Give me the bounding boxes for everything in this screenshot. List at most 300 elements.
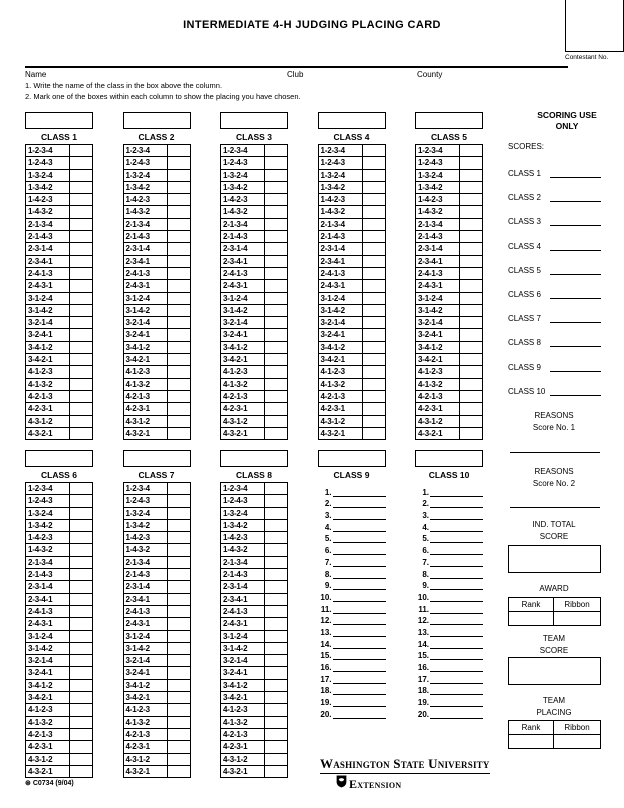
placing-checkbox[interactable] <box>265 704 287 715</box>
placing-write-line[interactable] <box>430 522 483 532</box>
placing-checkbox[interactable] <box>70 754 92 765</box>
placing-checkbox[interactable] <box>265 403 287 414</box>
class-name-box[interactable] <box>220 112 288 129</box>
team-placing-ribbon-cell[interactable] <box>554 735 600 748</box>
placing-checkbox[interactable] <box>168 145 190 156</box>
placing-checkbox[interactable] <box>265 170 287 181</box>
placing-checkbox[interactable] <box>265 243 287 254</box>
placing-write-line[interactable] <box>333 604 386 614</box>
placing-label: 4-1-3-2 <box>319 379 363 390</box>
placing-row <box>221 680 287 692</box>
placing-checkbox[interactable] <box>70 182 92 193</box>
placing-checkbox[interactable] <box>460 354 482 365</box>
placing-checkbox[interactable] <box>70 643 92 654</box>
placing-checkbox[interactable] <box>363 170 385 181</box>
placing-checkbox[interactable] <box>363 354 385 365</box>
placing-checkbox[interactable] <box>70 618 92 629</box>
placing-checkbox[interactable] <box>460 256 482 267</box>
placing-checkbox[interactable] <box>460 219 482 230</box>
placing-checkbox[interactable] <box>265 754 287 765</box>
placing-label: 1-4-2-3 <box>416 194 460 205</box>
placing-checkbox[interactable] <box>168 483 190 494</box>
placing-checkbox[interactable] <box>70 145 92 156</box>
placing-checkbox[interactable] <box>70 594 92 605</box>
placing-checkbox[interactable] <box>70 508 92 519</box>
placing-write-line[interactable] <box>430 709 483 719</box>
class-name-box[interactable] <box>123 450 191 467</box>
class-score-line[interactable] <box>550 387 601 396</box>
placing-line-row <box>318 508 386 520</box>
placing-checkbox[interactable] <box>168 766 190 777</box>
placing-checkbox[interactable] <box>168 366 190 377</box>
class-name-box[interactable] <box>25 112 93 129</box>
placing-write-line[interactable] <box>430 510 483 520</box>
placing-write-line[interactable] <box>333 592 386 602</box>
class-score-line[interactable] <box>550 217 601 226</box>
placing-write-line[interactable] <box>430 498 483 508</box>
placing-checkbox[interactable] <box>363 403 385 414</box>
placing-checkbox[interactable] <box>168 754 190 765</box>
placing-checkbox[interactable] <box>168 342 190 353</box>
placing-write-line[interactable] <box>430 569 483 579</box>
placing-checkbox[interactable] <box>265 618 287 629</box>
placing-checkbox[interactable] <box>70 206 92 217</box>
placing-checkbox[interactable] <box>460 305 482 316</box>
placing-checkbox[interactable] <box>70 379 92 390</box>
placing-checkbox[interactable] <box>265 508 287 519</box>
placing-checkbox[interactable] <box>363 206 385 217</box>
placing-checkbox[interactable] <box>363 219 385 230</box>
placing-checkbox[interactable] <box>363 293 385 304</box>
placing-row <box>26 194 92 206</box>
placing-checkbox[interactable] <box>265 495 287 506</box>
placing-checkbox[interactable] <box>460 206 482 217</box>
placing-checkbox[interactable] <box>460 391 482 402</box>
placing-label: 1-2-3-4 <box>124 145 168 156</box>
class-score-line[interactable] <box>550 266 601 275</box>
placing-checkbox[interactable] <box>168 305 190 316</box>
placing-write-line[interactable] <box>333 650 386 660</box>
placing-checkbox[interactable] <box>363 342 385 353</box>
placing-checkbox[interactable] <box>70 280 92 291</box>
placing-checkbox[interactable] <box>70 631 92 642</box>
placing-checkbox[interactable] <box>265 416 287 427</box>
placing-write-line[interactable] <box>430 604 483 614</box>
placing-checkbox[interactable] <box>265 557 287 568</box>
class-score-line[interactable] <box>550 338 601 347</box>
placing-checkbox[interactable] <box>70 268 92 279</box>
placing-checkbox[interactable] <box>168 631 190 642</box>
placing-checkbox[interactable] <box>168 329 190 340</box>
placing-checkbox[interactable] <box>265 643 287 654</box>
placing-label: 1-4-2-3 <box>26 194 70 205</box>
placing-checkbox[interactable] <box>363 329 385 340</box>
placing-write-line[interactable] <box>333 498 386 508</box>
placing-checkbox[interactable] <box>265 717 287 728</box>
placing-checkbox[interactable] <box>265 280 287 291</box>
placing-checkbox[interactable] <box>168 667 190 678</box>
placing-checkbox[interactable] <box>168 219 190 230</box>
class-score-line[interactable] <box>550 290 601 299</box>
placing-checkbox[interactable] <box>265 268 287 279</box>
placing-checkbox[interactable] <box>363 416 385 427</box>
placing-checkbox[interactable] <box>70 243 92 254</box>
placing-checkbox[interactable] <box>265 680 287 691</box>
class-name-box[interactable] <box>220 450 288 467</box>
placing-row <box>416 428 482 439</box>
placing-checkbox[interactable] <box>265 520 287 531</box>
placing-checkbox[interactable] <box>70 667 92 678</box>
placing-checkbox[interactable] <box>460 342 482 353</box>
placing-row <box>26 342 92 354</box>
placing-label: 4-3-1-2 <box>221 754 265 765</box>
placing-label: 4-3-1-2 <box>221 416 265 427</box>
placing-write-line[interactable] <box>430 697 483 707</box>
placing-checkbox[interactable] <box>168 581 190 592</box>
placing-row <box>221 231 287 243</box>
placing-checkbox[interactable] <box>265 391 287 402</box>
placing-checkbox[interactable] <box>265 631 287 642</box>
placing-row <box>319 317 385 329</box>
placing-checkbox[interactable] <box>70 157 92 168</box>
placing-checkbox[interactable] <box>460 428 482 439</box>
placing-checkbox[interactable] <box>363 280 385 291</box>
placing-checkbox[interactable] <box>460 231 482 242</box>
placing-write-line[interactable] <box>333 674 386 684</box>
placing-checkbox[interactable] <box>70 342 92 353</box>
placing-checkbox[interactable] <box>70 403 92 414</box>
placing-checkbox[interactable] <box>168 170 190 181</box>
placing-checkbox[interactable] <box>168 569 190 580</box>
team-score-box[interactable] <box>508 657 601 685</box>
award-rank-cell[interactable] <box>509 612 554 625</box>
page-title: INTERMEDIATE 4-H JUDGING PLACING CARD <box>183 19 441 31</box>
placing-label: 3-4-2-1 <box>319 354 363 365</box>
placing-write-line[interactable] <box>430 650 483 660</box>
placing-checkbox[interactable] <box>70 692 92 703</box>
placing-checkbox[interactable] <box>460 403 482 414</box>
placing-checkbox[interactable] <box>460 379 482 390</box>
placing-checkbox[interactable] <box>168 618 190 629</box>
placing-checkbox[interactable] <box>363 305 385 316</box>
placing-checkbox[interactable] <box>168 729 190 740</box>
placing-write-line[interactable] <box>333 639 386 649</box>
placing-label: 3-4-1-2 <box>26 342 70 353</box>
class-name-box[interactable] <box>415 450 483 467</box>
placing-checkbox[interactable] <box>265 581 287 592</box>
placing-checkbox[interactable] <box>265 206 287 217</box>
placing-write-line[interactable] <box>430 627 483 637</box>
placing-checkbox[interactable] <box>168 495 190 506</box>
placing-write-line[interactable] <box>430 557 483 567</box>
placing-checkbox[interactable] <box>363 428 385 439</box>
class-name-box[interactable] <box>123 112 191 129</box>
ind-total-score-box[interactable] <box>508 545 601 573</box>
placing-checkbox[interactable] <box>265 379 287 390</box>
placing-checkbox[interactable] <box>70 219 92 230</box>
placing-line-row <box>318 555 386 567</box>
placing-write-line[interactable] <box>333 627 386 637</box>
placing-write-line[interactable] <box>430 580 483 590</box>
placing-checkbox[interactable] <box>265 741 287 752</box>
placing-checkbox[interactable] <box>460 145 482 156</box>
placing-checkbox[interactable] <box>70 704 92 715</box>
placing-checkbox[interactable] <box>265 606 287 617</box>
placing-checkbox[interactable] <box>460 170 482 181</box>
placing-checkbox[interactable] <box>168 157 190 168</box>
placing-line-row <box>318 485 386 497</box>
placing-checkbox[interactable] <box>460 280 482 291</box>
placing-checkbox[interactable] <box>70 194 92 205</box>
placing-checkbox[interactable] <box>460 366 482 377</box>
placing-label: 1-2-4-3 <box>221 157 265 168</box>
placing-checkbox[interactable] <box>70 717 92 728</box>
class-name-box[interactable] <box>25 450 93 467</box>
placing-write-line[interactable] <box>430 674 483 684</box>
placing-checkbox[interactable] <box>265 194 287 205</box>
placing-checkbox[interactable] <box>70 569 92 580</box>
placing-checkbox[interactable] <box>265 354 287 365</box>
placing-checkbox[interactable] <box>265 157 287 168</box>
placing-checkbox[interactable] <box>265 655 287 666</box>
placing-label: 2-1-3-4 <box>416 219 460 230</box>
placing-checkbox[interactable] <box>363 256 385 267</box>
placing-write-line[interactable] <box>333 569 386 579</box>
placing-row <box>319 329 385 341</box>
placing-checkbox[interactable] <box>460 243 482 254</box>
placing-checkbox[interactable] <box>265 342 287 353</box>
placing-checkbox[interactable] <box>265 293 287 304</box>
class-score-line[interactable] <box>550 242 601 251</box>
placing-label: 1-2-4-3 <box>26 495 70 506</box>
placing-row <box>221 416 287 428</box>
placing-checkbox[interactable] <box>70 729 92 740</box>
placing-checkbox[interactable] <box>363 231 385 242</box>
reasons-2-score-line[interactable] <box>510 507 600 508</box>
placing-checkbox[interactable] <box>265 428 287 439</box>
placing-checkbox[interactable] <box>168 256 190 267</box>
scoring-title-line1: SCORING USE <box>537 110 597 120</box>
placing-checkbox[interactable] <box>70 766 92 777</box>
placing-checkbox[interactable] <box>363 379 385 390</box>
scores-label: SCORES: <box>508 142 545 151</box>
placing-write-line[interactable] <box>333 615 386 625</box>
placing-row <box>26 618 92 630</box>
placing-checkbox[interactable] <box>265 219 287 230</box>
placing-checkbox[interactable] <box>168 557 190 568</box>
placing-write-line[interactable] <box>333 487 386 497</box>
placing-write-line[interactable] <box>333 545 386 555</box>
placing-write-line[interactable] <box>333 580 386 590</box>
placing-checkbox[interactable] <box>70 606 92 617</box>
placing-checkbox[interactable] <box>265 766 287 777</box>
placing-checkbox[interactable] <box>168 717 190 728</box>
placing-checkbox[interactable] <box>363 182 385 193</box>
placing-checkbox[interactable] <box>265 569 287 580</box>
placing-checkbox[interactable] <box>70 354 92 365</box>
placing-checkbox[interactable] <box>460 268 482 279</box>
placing-checkbox[interactable] <box>70 231 92 242</box>
placing-checkbox[interactable] <box>265 182 287 193</box>
placing-checkbox[interactable] <box>363 157 385 168</box>
placing-checkbox[interactable] <box>70 520 92 531</box>
placing-checkbox[interactable] <box>70 170 92 181</box>
placing-label: 3-4-2-1 <box>26 692 70 703</box>
placing-checkbox[interactable] <box>363 366 385 377</box>
placing-checkbox[interactable] <box>460 157 482 168</box>
placing-checkbox[interactable] <box>168 544 190 555</box>
placing-checkbox[interactable] <box>168 379 190 390</box>
placing-checkbox[interactable] <box>265 366 287 377</box>
placing-checkbox[interactable] <box>70 329 92 340</box>
placing-checkbox[interactable] <box>168 194 190 205</box>
class-header: CLASS 3 <box>236 132 272 142</box>
placing-checkbox[interactable] <box>70 416 92 427</box>
placing-checkbox[interactable] <box>460 317 482 328</box>
placing-checkbox[interactable] <box>265 692 287 703</box>
placing-label: 4-1-3-2 <box>221 379 265 390</box>
placing-checkbox[interactable] <box>70 293 92 304</box>
placing-write-line[interactable] <box>430 615 483 625</box>
class-score-line[interactable] <box>550 193 601 202</box>
placing-checkbox[interactable] <box>168 182 190 193</box>
placing-checkbox[interactable] <box>168 243 190 254</box>
placing-checkbox[interactable] <box>168 354 190 365</box>
placing-label: 3-4-1-2 <box>221 342 265 353</box>
placing-checkbox[interactable] <box>363 391 385 402</box>
placing-checkbox[interactable] <box>70 655 92 666</box>
placing-checkbox[interactable] <box>70 532 92 543</box>
placing-checkbox[interactable] <box>265 329 287 340</box>
placing-checkbox[interactable] <box>70 305 92 316</box>
placing-checkbox[interactable] <box>363 243 385 254</box>
placing-checkbox[interactable] <box>168 231 190 242</box>
placing-line-row <box>415 567 483 579</box>
placing-checkbox[interactable] <box>168 680 190 691</box>
placing-checkbox[interactable] <box>70 483 92 494</box>
placing-checkbox[interactable] <box>70 256 92 267</box>
placing-checkbox[interactable] <box>363 317 385 328</box>
placing-write-line[interactable] <box>430 533 483 543</box>
placing-checkbox[interactable] <box>168 403 190 414</box>
placing-write-line[interactable] <box>333 533 386 543</box>
placing-row <box>26 329 92 341</box>
placing-checkbox[interactable] <box>265 532 287 543</box>
placing-checkbox[interactable] <box>168 206 190 217</box>
placing-checkbox[interactable] <box>168 428 190 439</box>
placing-checkbox[interactable] <box>168 280 190 291</box>
placing-label: 4-3-2-1 <box>416 428 460 439</box>
placing-write-line[interactable] <box>430 592 483 602</box>
placing-checkbox[interactable] <box>70 680 92 691</box>
placing-checkbox[interactable] <box>265 667 287 678</box>
placing-row <box>124 667 190 679</box>
class-score-line[interactable] <box>550 169 601 178</box>
placing-write-line[interactable] <box>333 697 386 707</box>
placing-checkbox[interactable] <box>265 256 287 267</box>
placing-write-line[interactable] <box>333 522 386 532</box>
placing-checkbox[interactable] <box>265 231 287 242</box>
placing-row <box>221 293 287 305</box>
placing-write-line[interactable] <box>333 557 386 567</box>
placing-checkbox[interactable] <box>265 544 287 555</box>
class-name-box[interactable] <box>415 112 483 129</box>
placing-checkbox[interactable] <box>70 366 92 377</box>
placing-checkbox[interactable] <box>460 194 482 205</box>
placing-checkbox[interactable] <box>168 606 190 617</box>
placing-checkbox[interactable] <box>168 704 190 715</box>
placing-line-row <box>318 637 386 649</box>
placing-checkbox[interactable] <box>70 428 92 439</box>
placing-checkbox[interactable] <box>168 655 190 666</box>
class-score-label: CLASS 10 <box>508 386 546 396</box>
placing-write-line[interactable] <box>430 487 483 497</box>
class-score-line[interactable] <box>550 314 601 323</box>
placing-checkbox[interactable] <box>460 329 482 340</box>
placing-checkbox[interactable] <box>265 594 287 605</box>
placing-checkbox[interactable] <box>168 520 190 531</box>
placing-checkbox[interactable] <box>168 416 190 427</box>
placing-write-line[interactable] <box>430 639 483 649</box>
placing-write-line[interactable] <box>333 662 386 672</box>
placing-checkbox[interactable] <box>168 317 190 328</box>
placing-write-line[interactable] <box>430 685 483 695</box>
placing-checkbox[interactable] <box>70 557 92 568</box>
placing-checkbox[interactable] <box>363 194 385 205</box>
placing-checkbox[interactable] <box>460 416 482 427</box>
placing-checkbox[interactable] <box>168 643 190 654</box>
reasons-1-score-line[interactable] <box>510 452 600 453</box>
class-score-row <box>508 362 601 372</box>
placing-checkbox[interactable] <box>168 293 190 304</box>
placing-line-number: 15. <box>417 651 429 661</box>
placing-label: 3-2-4-1 <box>26 667 70 678</box>
placing-checkbox[interactable] <box>70 495 92 506</box>
placing-checkbox[interactable] <box>363 268 385 279</box>
placing-write-line[interactable] <box>333 510 386 520</box>
placing-checkbox[interactable] <box>460 182 482 193</box>
class-score-line[interactable] <box>550 363 601 372</box>
placing-checkbox[interactable] <box>168 594 190 605</box>
placing-checkbox[interactable] <box>168 692 190 703</box>
placing-checkbox[interactable] <box>265 305 287 316</box>
placing-checkbox[interactable] <box>265 145 287 156</box>
placing-checkbox[interactable] <box>363 145 385 156</box>
placing-checkbox[interactable] <box>265 729 287 740</box>
placing-checkbox[interactable] <box>168 508 190 519</box>
placing-checkbox[interactable] <box>70 581 92 592</box>
placing-checkbox[interactable] <box>460 293 482 304</box>
placing-checkbox[interactable] <box>70 391 92 402</box>
award-ribbon-cell[interactable] <box>554 612 600 625</box>
placing-write-line[interactable] <box>333 709 386 719</box>
placing-checkbox[interactable] <box>265 483 287 494</box>
class-name-box[interactable] <box>318 450 386 467</box>
placing-checkbox[interactable] <box>168 391 190 402</box>
placing-write-line[interactable] <box>430 545 483 555</box>
placing-checkbox[interactable] <box>70 317 92 328</box>
placing-write-line[interactable] <box>430 662 483 672</box>
placing-checkbox[interactable] <box>168 532 190 543</box>
placing-write-line[interactable] <box>333 685 386 695</box>
class-name-box[interactable] <box>318 112 386 129</box>
placing-checkbox[interactable] <box>168 268 190 279</box>
placing-checkbox[interactable] <box>168 741 190 752</box>
placing-checkbox[interactable] <box>70 544 92 555</box>
placing-checkbox[interactable] <box>265 317 287 328</box>
team-placing-rank-cell[interactable] <box>509 735 554 748</box>
placing-checkbox[interactable] <box>70 741 92 752</box>
